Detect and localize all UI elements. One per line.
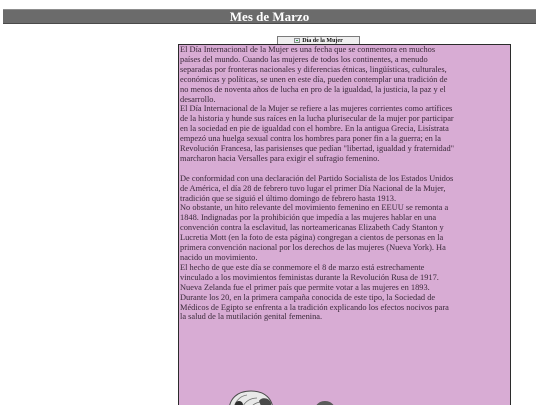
article-paragraph-5: El hecho de que este día se conmemore el 8 de marzo está estrechamente vinculado a los movimientos feministas durante la Revolución Rusa de 1917.	[180, 262, 439, 282]
article-paragraph-4: No obstante, un hito relevante del movimiento femenino en EEUU se remonta a 1848. Indignadas por la prohibición que impedía a las mujeres hablar en una convención contra la esclavitud, las norteamericanas Elizabeth Cady Stanton y Lucretia Mott (en la foto de esta página) congregan a cientos de personas en la primera convención nacional por los derechos de las mujeres (Nueva York). Ha nacido un movimiento.	[180, 203, 449, 263]
article-paragraph-1: El Día Internacional de la Mujer es una fecha que se conmemora en muchos países del mundo. Cuando las mujeres de todos los continentes, a menudo separadas por fronteras nacionales y diferencias étnicas, lingüísticas, culturales, económicas y políticas, se unen en este día, pueden contemplar una tradición de no menos de noventa años de lucha en pro de la igualdad, la justicia, la paz y el desarrollo.	[180, 45, 448, 104]
page-header	[3, 9, 536, 24]
historical-photo	[219, 381, 339, 405]
article-paragraph-7: Durante los 20, en la primera campaña conocida de este tipo, la Sociedad de Médicos de Egipto se enfrenta a la tradición explicando los efectos nocivos para la salud de la mutilación genital femenina.	[180, 292, 449, 322]
broken-image-icon	[294, 38, 300, 43]
article-paragraph-3: De conformidad con una declaración del Partido Socialista de los Estados Unidos de América, el día 28 de febrero tuvo lugar el primer Día Nacional de la Mujer, tradición que se siguió el último domingo de febrero hasta 1913.	[180, 173, 454, 203]
article-paragraph-2: El Día Internacional de la Mujer se refiere a las mujeres corrientes como artífices de la historia y hunde sus raíces en la lucha plurisecular de la mujer por participar en la sociedad en pie de igualdad con el hombre. En la antigua Grecia, Lisístrata empezó una huelga sexual contra los hombres para poner fin a la guerra; en la Revolución Francesa, las parisienses que pedían "libertad, igualdad y fraternidad" marcharon hacia Versalles para exigir el sufragio femenino.	[180, 104, 455, 163]
article-paragraph-6: Nueva Zelanda fue el primer país que permite votar a las mujeres en 1893.	[180, 282, 430, 292]
article-panel	[178, 44, 511, 405]
article-spacer	[180, 164, 510, 174]
image-alt-text: Día de la Mujer	[302, 37, 343, 44]
page-title: Mes de Marzo	[229, 9, 310, 24]
